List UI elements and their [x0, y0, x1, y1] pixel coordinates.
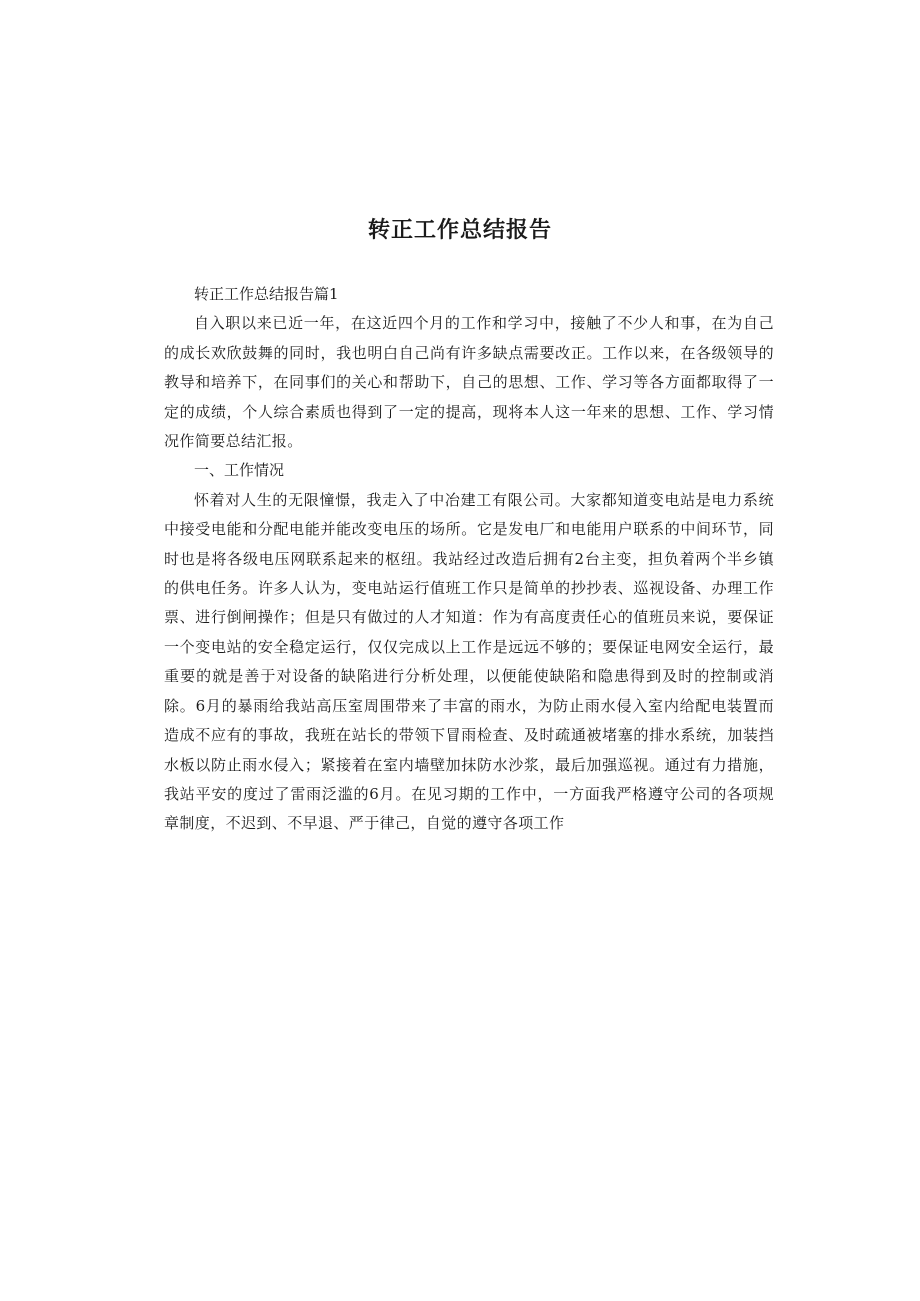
document-body [164, 280, 774, 839]
section-heading: 一、工作情况 [194, 461, 285, 480]
section-heading: 转正工作总结报告篇1 [194, 285, 339, 303]
paragraph: 自入职以来已近一年，在这近四个月的工作和学习中，接触了不少人和事，在为自己的成长欢欣鼓舞的同时，我也明白自己尚有许多缺点需要改正。工作以来，在各级领导的教导和培养下，在同事们的关心和帮助下，自己的思想、工作、学习等各方面都取得了一定的成绩，个人综合素质也得到了一定的提高，现将本人这一年来的思想、工作、学习情况作简要总结汇报。 [164, 314, 774, 451]
paragraph: 怀着对人生的无限憧憬，我走入了中冶建工有限公司。大家都知道变电站是电力系统中接受电能和分配电能并能改变电压的场所。它是发电厂和电能用户联系的中间环节，同时也是将各级电压网联系起来的枢纽。我站经过改造后拥有2台主变，担负着两个半乡镇的供电任务。许多人认为，变电站运行值班工作只是简单的抄抄表、巡视设备、办理工作票、进行倒闸操作；但是只有做过的人才知道：作为有高度责任心的值班员来说，要保证一个变电站的安全稳定运行，仅仅完成以上工作是远远不够的；要保证电网安全运行，最重要的就是善于对设备的缺陷进行分析处理，以便能使缺陷和隐患得到及时的控制或消除。6月的暴雨给我站高压室周围带来了丰富的雨水，为防止雨水侵入室内给配电装置而造成不应有的事故，我班在站长的带领下冒雨检查、及时疏通被堵塞的排水系统，加装挡水板以防止雨水侵入；紧接着在室内墙壁加抹防水沙浆，最后加强巡视。通过有力措施，我站平安的度过了雷雨泛滥的6月。在见习期的工作中，一方面我严格遵守公司的各项规章制度，不迟到、不早退、严于律己，自觉的遵守各项工作 [164, 490, 774, 833]
document-title: 转正工作总结报告 [367, 218, 552, 243]
